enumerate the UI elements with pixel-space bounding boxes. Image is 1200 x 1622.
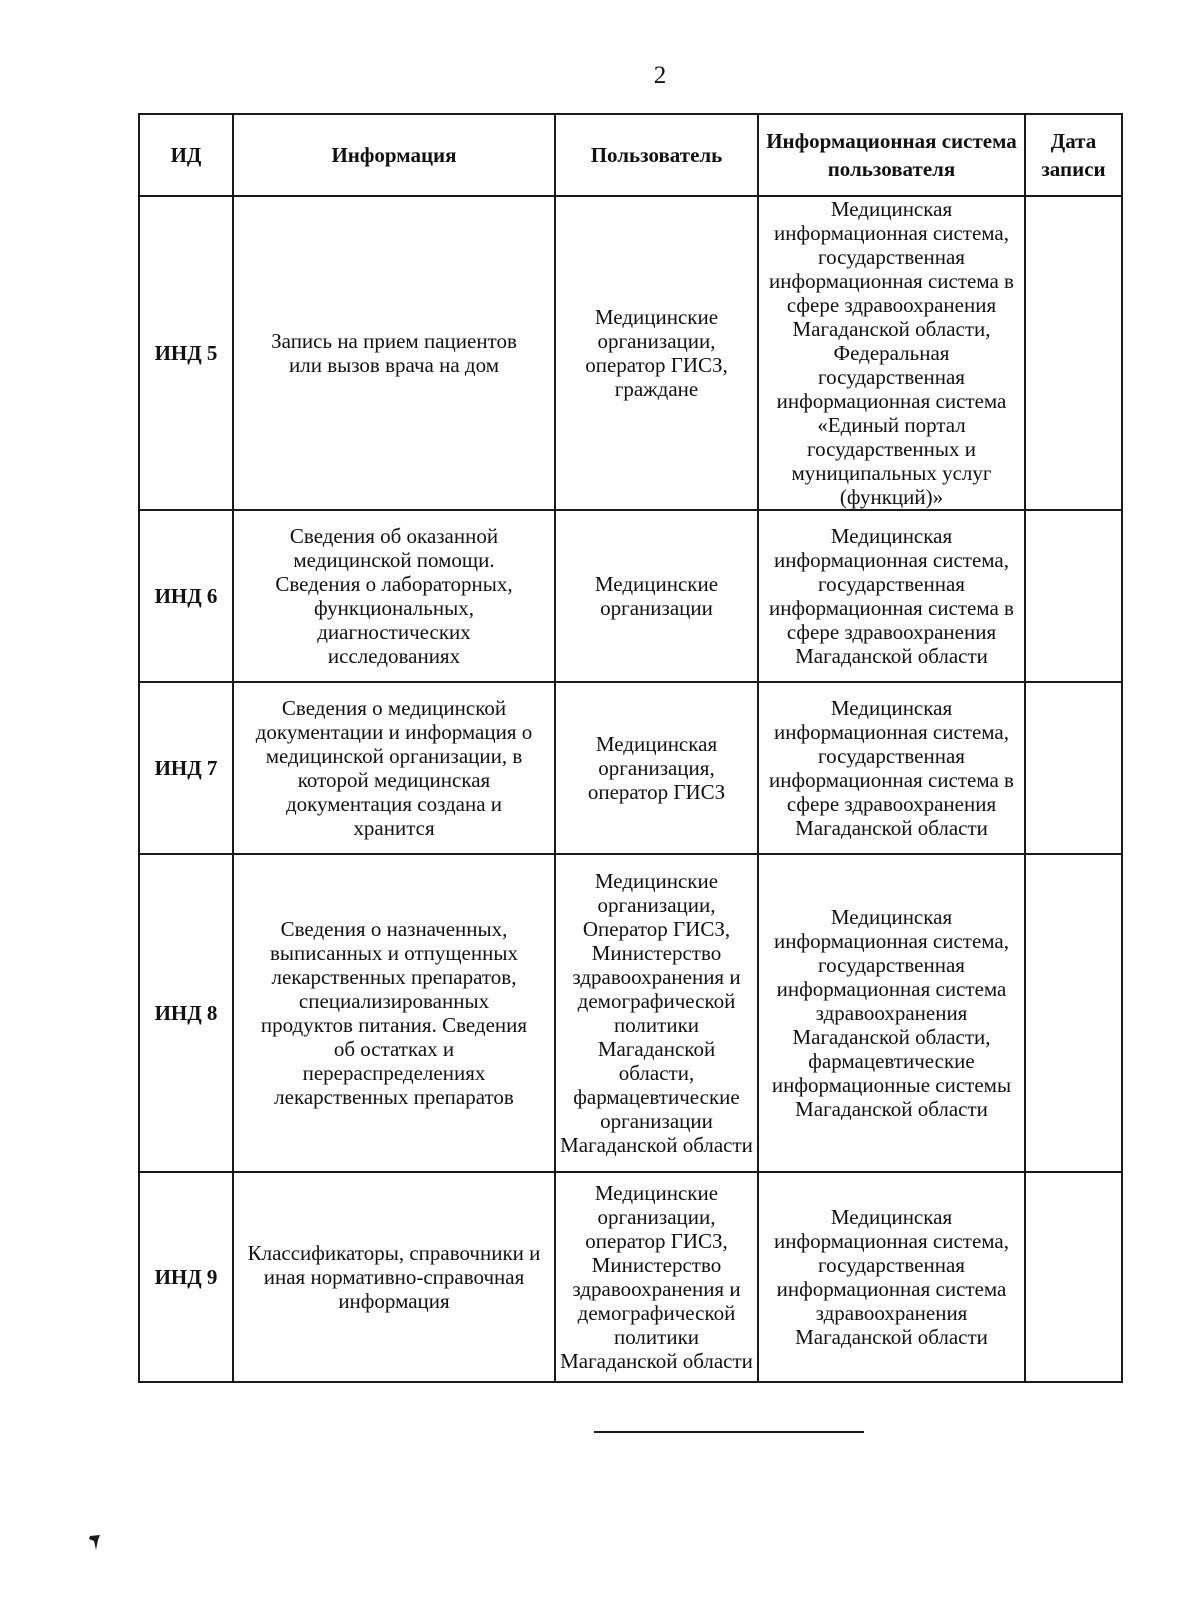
indicator-table — [138, 113, 1123, 1383]
row-id: ИНД 6 — [139, 510, 233, 682]
row-id: ИНД 8 — [139, 854, 233, 1172]
row-id: ИНД 9 — [139, 1172, 233, 1382]
table-row — [139, 510, 1122, 682]
header-id: ИД — [139, 114, 233, 196]
row-user: Медицинские организации, Оператор ГИСЗ, Министерство здравоохранения и демографической политики Магаданской области, фармацевтические организации Магаданской области — [555, 854, 758, 1172]
row-information: Сведения о назначенных, выписанных и отпущенных лекарственных препаратов, специализированных продуктов питания. Сведения об остатках и перераспределениях лекарственных препаратов — [233, 854, 555, 1172]
row-information: Сведения об оказанной медицинской помощи. Сведения о лабораторных, функциональных, диагностических исследованиях — [233, 510, 555, 682]
row-information: Запись на прием пациентов или вызов врача на дом — [233, 196, 555, 510]
end-of-document-rule — [594, 1431, 864, 1433]
row-information: Сведения о медицинской документации и информация о медицинской организации, в которой медицинская документация создана и хранится — [233, 682, 555, 854]
table-row — [139, 854, 1122, 1172]
row-user-system: Медицинская информационная система, государственная информационная система в сфере здравоохранения Магаданской области, Федеральная государственная информационная система «Единый портал государственных и муниципальных услуг (функций)» — [758, 196, 1025, 510]
row-record-date — [1025, 196, 1122, 510]
header-record-date: Дата записи — [1025, 114, 1122, 196]
table-row — [139, 196, 1122, 510]
row-user: Медицинские организации, оператор ГИСЗ, граждане — [555, 196, 758, 510]
row-id: ИНД 7 — [139, 682, 233, 854]
table-row — [139, 682, 1122, 854]
row-record-date — [1025, 854, 1122, 1172]
row-id: ИНД 5 — [139, 196, 233, 510]
header-user-system: Информационная система пользователя — [758, 114, 1025, 196]
table-header-row — [139, 114, 1122, 196]
header-user: Пользователь — [555, 114, 758, 196]
row-record-date — [1025, 682, 1122, 854]
row-user: Медицинская организация, оператор ГИСЗ — [555, 682, 758, 854]
table-row — [139, 1172, 1122, 1382]
row-user-system: Медицинская информационная система, государственная информационная система здравоохранения Магаданской области — [758, 1172, 1025, 1382]
row-user-system: Медицинская информационная система, государственная информационная система в сфере здравоохранения Магаданской области — [758, 682, 1025, 854]
header-information: Информация — [233, 114, 555, 196]
row-information: Классификаторы, справочники и иная нормативно-справочная информация — [233, 1172, 555, 1382]
row-user: Медицинские организации, оператор ГИСЗ, Министерство здравоохранения и демографической политики Магаданской области — [555, 1172, 758, 1382]
scan-speck-mark — [88, 1534, 102, 1552]
row-user-system: Медицинская информационная система, государственная информационная система здравоохранения Магаданской области, фармацевтические информационные системы Магаданской области — [758, 854, 1025, 1172]
row-user: Медицинские организации — [555, 510, 758, 682]
row-user-system: Медицинская информационная система, государственная информационная система в сфере здравоохранения Магаданской области — [758, 510, 1025, 682]
row-record-date — [1025, 510, 1122, 682]
page-number: 2 — [653, 62, 667, 89]
row-record-date — [1025, 1172, 1122, 1382]
